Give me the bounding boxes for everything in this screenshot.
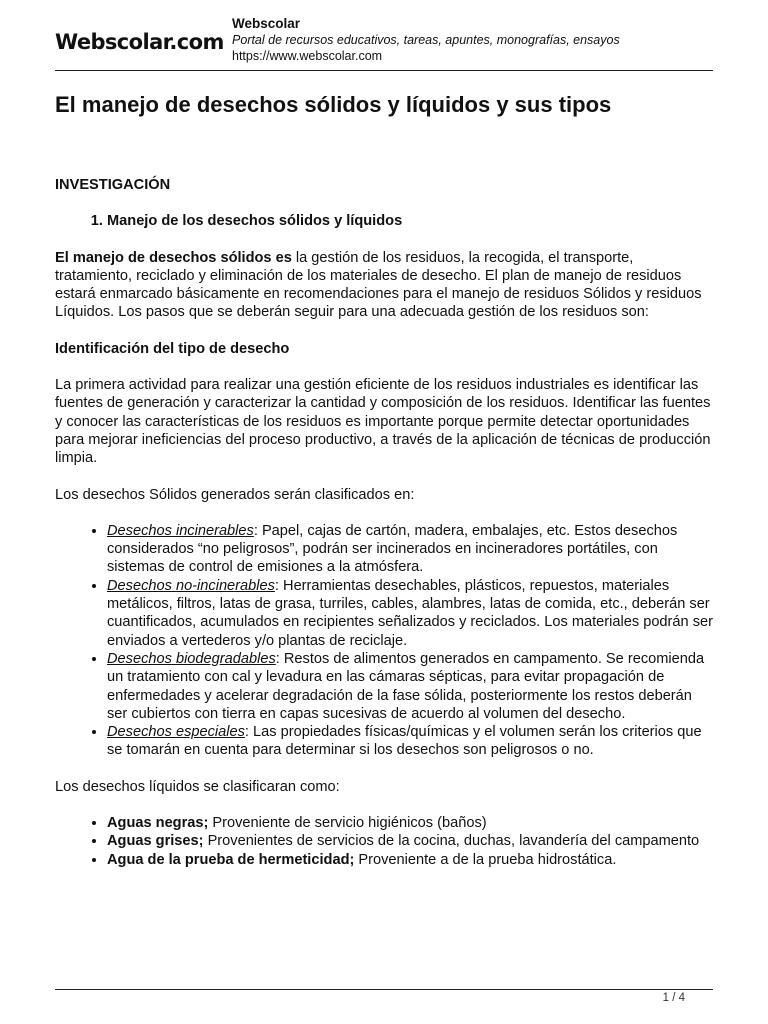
list-text: : Restos de alimentos generados en campamento. Se recomienda un tratamiento con cal y levadura en las cámaras sépticas, para evitar propagación de enfermedades y acelerar degradación de la fase sólida, posteriormente los restos deberán ser cubiertos con tierra en capas sucesivas de acuerdo al volumen del desecho.	[107, 650, 705, 722]
intro-text: la gestión de los residuos, la recogida, el transporte, tratamiento, reciclado y eliminación de los materiales de desecho. El plan de manejo de residuos estará enmarcado básicamente en recomendaciones para el manejo de residuos Sólidos y residuos Líquidos. Los pasos que se deberán seguir para una adecuada gestión de los residuos son:	[55, 249, 702, 321]
list-item	[107, 723, 713, 760]
site-logo[interactable]: Webscolar.com	[55, 30, 224, 54]
page-title: El manejo de desechos sólidos y líquidos y sus tipos	[55, 92, 612, 117]
page-number: 1 / 4	[662, 992, 685, 1004]
list-term: Aguas negras;	[107, 815, 209, 832]
document-body	[55, 176, 713, 887]
site-tagline: Portal de recursos educativos, tareas, apuntes, monografías, ensayos	[232, 33, 620, 47]
list-text: : Papel, cajas de cartón, madera, embalajes, etc. Estos desechos considerados “no peligrosos”, podrán ser incinerados en incineradores portátiles, con sistemas de control de emisiones a la atmósfera.	[107, 522, 678, 576]
liquid-waste-list	[55, 814, 713, 869]
subheading: Identificación del tipo de desecho	[55, 340, 290, 357]
list-term: Desechos no-incinerables	[107, 577, 275, 594]
list-term: Desechos biodegradables	[107, 650, 276, 667]
page-header	[55, 16, 713, 71]
list-item	[107, 814, 713, 832]
intro-bold: El manejo de desechos sólidos es	[55, 249, 292, 266]
page-footer	[55, 989, 713, 1004]
numbered-item: 1. Manejo de los desechos sólidos y líquidos	[107, 212, 713, 230]
list-term: Desechos especiales	[107, 724, 245, 741]
list-text: Proveniente a de la prueba hidrostática.	[354, 851, 617, 868]
numbered-list	[55, 212, 713, 230]
list-text: Proveniente de servicio higiénicos (baños)	[208, 815, 487, 832]
paragraph: La primera actividad para realizar una gestión eficiente de los residuos industriales es identificar las fuentes de generación y caracterizar la cantidad y composición de los residuos. Identificar las fuentes y conocer las características de los residuos es importante porque permite detectar oportunidades para mejorar ineficiencias del proceso productivo, a través de la aplicación de técnicas de producción limpia.	[55, 377, 711, 467]
list-term: Aguas grises;	[107, 833, 204, 850]
list-text: : Herramientas desechables, plásticos, repuestos, materiales metálicos, filtros, latas de grasa, turriles, cables, alambres, latas de comida, etc., deberán ser cuantificados, acumulados en recipientes señalizados y reciclados. Los materiales podrán ser enviados a vertederos y/o plantas de reciclaje.	[107, 577, 713, 649]
list-item	[107, 577, 713, 650]
list-term: Desechos incinerables	[107, 522, 254, 539]
list-item	[107, 851, 713, 869]
list-item	[107, 650, 713, 723]
list-item	[107, 522, 713, 577]
site-info	[232, 16, 620, 64]
solid-waste-list	[55, 522, 713, 760]
site-name: Webscolar	[232, 16, 301, 31]
document-page	[55, 0, 713, 1024]
section-label: INVESTIGACIÓN	[55, 177, 171, 193]
list-term: Agua de la prueba de hermeticidad;	[107, 851, 355, 868]
intro-paragraph	[55, 249, 713, 322]
liquid-intro: Los desechos líquidos se clasificaran como:	[55, 778, 340, 795]
list-item	[107, 832, 713, 850]
site-url[interactable]: https://www.webscolar.com	[232, 49, 383, 63]
solid-intro: Los desechos Sólidos generados serán clasificados en:	[55, 486, 415, 503]
list-text: Provenientes de servicios de la cocina, duchas, lavandería del campamento	[203, 833, 700, 850]
list-text: : Las propiedades físicas/químicas y el volumen serán los criterios que se tomarán en cuenta para determinar si los desechos son peligrosos o no.	[107, 724, 702, 759]
